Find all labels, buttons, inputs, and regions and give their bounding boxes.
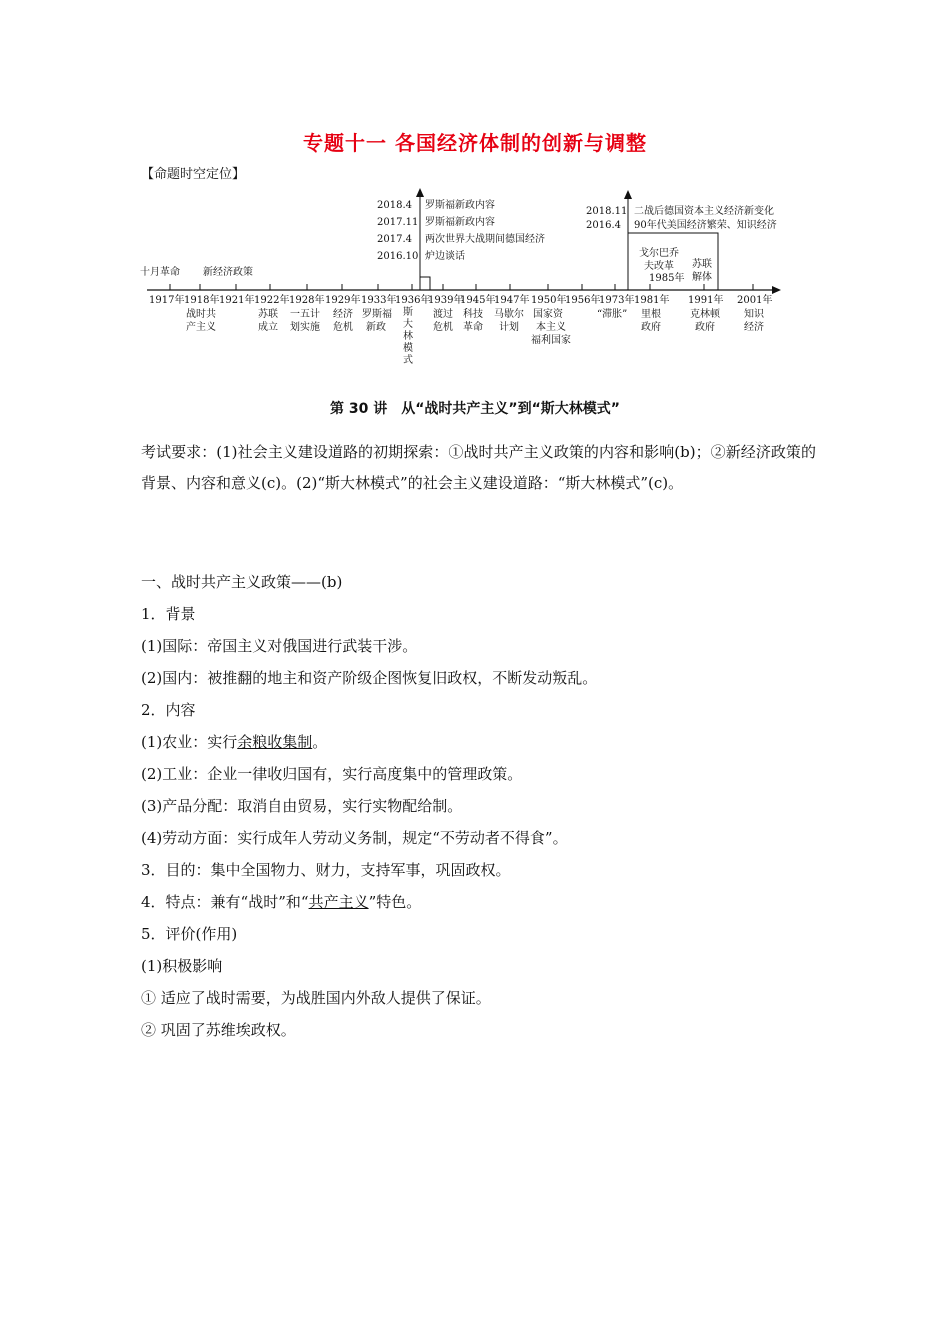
event-stalin-model: 模 — [403, 343, 413, 354]
year-label: 1947年 — [494, 295, 530, 306]
exam-date: 2017.4 — [377, 234, 412, 245]
event-stagflation: “滞胀” — [597, 309, 628, 320]
year-label: 1956年 — [565, 295, 601, 306]
exam-requirements: 考试要求：(1)社会主义建设道路的初期探索：①战时共产主义政策的内容和影响(b)；②新经济政策的背景、内容和意义(c)。(2)“斯大林模式”的社会主义建设道路：“斯大林模式”(c)。 — [141, 443, 816, 492]
event-new-deal: 新政 — [366, 322, 386, 333]
event-gorbachev-reform: 夫改革 — [644, 261, 674, 272]
exam-date: 2018.11 — [586, 206, 628, 217]
year-label: 1945年 — [460, 295, 496, 306]
event-crisis-overcome: 渡过 — [433, 309, 453, 320]
section-heading: 一、战时共产主义政策——(b) — [141, 573, 343, 591]
event-ussr-collapse: 苏联 — [692, 259, 712, 270]
event-economic-crisis: 危机 — [333, 322, 353, 333]
event-state-capitalism: 国家资 — [533, 309, 563, 320]
year-label: 1933年 — [361, 295, 397, 306]
exam-topic: 两次世界大战期间德国经济 — [425, 234, 545, 245]
text-span: (1)农业：实行 — [141, 733, 238, 751]
exam-date: 2018.4 — [377, 200, 412, 211]
event-clinton: 克林顿 — [690, 309, 720, 320]
text-line — [141, 726, 821, 758]
timeline-arrow — [772, 286, 781, 294]
text-span: 4．特点：兼有“战时”和“ — [141, 893, 309, 911]
event-knowledge-economy: 经济 — [744, 322, 764, 333]
exam-topic: 罗斯福新政内容 — [425, 217, 495, 228]
year-label: 1928年 — [289, 295, 325, 306]
lecture-title: 第 30 讲 从“战时共产主义”到“斯大林模式” — [329, 401, 621, 417]
event-economic-crisis: 经济 — [333, 309, 353, 320]
event-knowledge-economy: 知识 — [744, 309, 764, 320]
year-label: 1917年 — [149, 295, 185, 306]
text-line: (1)国际：帝国主义对俄国进行武装干涉。 — [141, 637, 418, 655]
bracket-arrow-1 — [416, 188, 424, 197]
year-label: 1973年 — [599, 295, 635, 306]
event-stalin-model: 斯 — [403, 307, 413, 318]
text-line: (2)国内：被推翻的地主和资产阶级企图恢复旧政权，不断发动叛乱。 — [141, 669, 598, 687]
event-marshall-plan: 马歇尔 — [494, 309, 524, 320]
exam-date: 2016.10 — [377, 251, 419, 262]
timeline-diagram — [0, 185, 950, 370]
text-line: (2)工业：企业一律收归国有，实行高度集中的管理政策。 — [141, 765, 523, 783]
event-new-deal: 罗斯福 — [362, 309, 392, 320]
year-label: 1981年 — [634, 295, 670, 306]
underlined-term: 共产主义 — [308, 893, 369, 911]
year-label: 1991年 — [688, 295, 724, 306]
event-stalin-model: 林 — [403, 331, 413, 342]
exam-date: 2017.11 — [377, 217, 419, 228]
text-line: ② 巩固了苏维埃政权。 — [141, 1021, 296, 1039]
year-label: 1929年 — [325, 295, 361, 306]
text-line — [141, 886, 821, 918]
exam-topic: 罗斯福新政内容 — [425, 200, 495, 211]
event-marshall-plan: 计划 — [499, 322, 519, 333]
year-label: 1918年 — [184, 295, 220, 306]
exam-topic: 炉边谈话 — [425, 251, 465, 262]
text-line: (3)产品分配：取消自由贸易，实行实物配给制。 — [141, 797, 463, 815]
event-state-capitalism: 本主义 — [536, 322, 566, 333]
bracket-arrow-2 — [624, 190, 632, 199]
subheading: 1．背景 — [141, 605, 196, 623]
event-five-year-plan: 一五计 — [290, 309, 320, 320]
event-war-communism: 产主义 — [186, 322, 216, 333]
text-span: ”特色。 — [368, 893, 422, 911]
year-label: 1939年 — [428, 295, 464, 306]
event-october-revolution: 十月革命 — [140, 267, 180, 278]
event-clinton: 政府 — [695, 322, 715, 333]
event-war-communism: 战时共 — [186, 309, 216, 320]
event-five-year-plan: 划实施 — [290, 322, 320, 333]
exam-topic: 二战后德国资本主义经济新变化 — [634, 206, 774, 217]
event-tech-revolution: 科技 — [463, 309, 483, 320]
year-label: 1921年 — [219, 295, 255, 306]
event-gorbachev-reform: 1985年 — [649, 273, 685, 284]
subheading: 2．内容 — [141, 701, 196, 719]
event-gorbachev-reform: 戈尔巴乔 — [639, 248, 679, 259]
text-span: 。 — [312, 733, 328, 751]
year-label: 1950年 — [531, 295, 567, 306]
year-label: 2001年 — [737, 295, 773, 306]
text-line: ① 适应了战时需要，为战胜国内外敌人提供了保证。 — [141, 989, 491, 1007]
exam-date: 2016.4 — [586, 220, 621, 231]
text-line: (4)劳动方面：实行成年人劳动义务制，规定“不劳动者不得食”。 — [141, 829, 568, 847]
year-label: 1922年 — [254, 295, 290, 306]
event-ussr-founded: 苏联 — [258, 309, 278, 320]
event-stalin-model: 式 — [403, 355, 413, 366]
lecture-body — [141, 566, 821, 1046]
section-tag: 【命题时空定位】 — [141, 167, 246, 182]
underlined-term: 余粮收集制 — [237, 733, 313, 751]
text-line: (1)积极影响 — [141, 957, 223, 975]
text-line: 3．目的：集中全国物力、财力，支持军事，巩固政权。 — [141, 861, 511, 879]
page-title: 专题十一 各国经济体制的创新与调整 — [303, 131, 647, 155]
year-label: 1936年 — [395, 295, 431, 306]
subheading: 5．评价(作用) — [141, 925, 238, 943]
event-reagan: 政府 — [641, 322, 661, 333]
event-reagan: 里根 — [641, 309, 661, 320]
event-ussr-collapse: 解体 — [692, 272, 712, 283]
event-state-capitalism: 福利国家 — [531, 335, 571, 346]
event-tech-revolution: 革命 — [463, 322, 483, 333]
event-ussr-founded: 成立 — [258, 322, 278, 333]
exam-topic: 90年代美国经济繁荣、知识经济 — [634, 220, 777, 231]
event-nep: 新经济政策 — [203, 267, 253, 278]
event-stalin-model: 大 — [403, 319, 413, 330]
event-crisis-overcome: 危机 — [433, 322, 453, 333]
